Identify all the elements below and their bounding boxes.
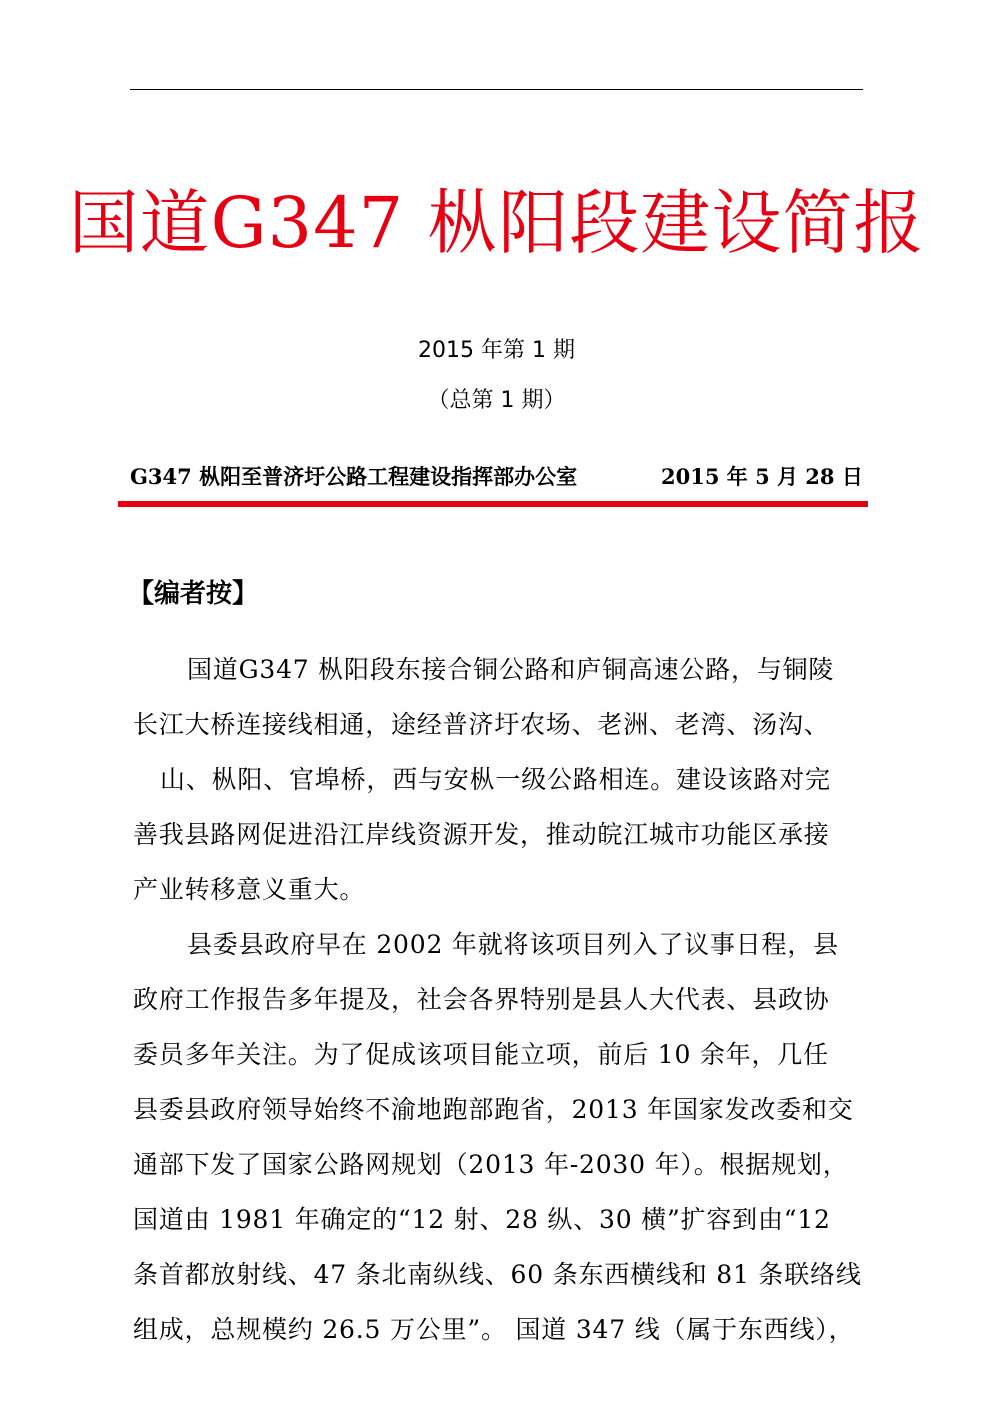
paragraph-line: 条首都放射线、47 条北南纵线、60 条东西横线和 81 条联络线	[133, 1260, 862, 1289]
paragraph-line: 县委县政府领导始终不渝地跑部跑省，2013 年国家发改委和交	[133, 1095, 854, 1124]
paragraph-line: 通部下发了国家公路网规划（2013 年-2030 年）。根据规划，	[133, 1150, 849, 1179]
paragraph-line: 山、枞阳、官埠桥，西与安枞一级公路相连。建设该路对完	[160, 765, 831, 794]
paragraph-line: 善我县路网促进沿江岸线资源开发，推动皖江城市功能区承接	[133, 820, 830, 849]
header-rule	[130, 89, 863, 90]
masthead-title: 国道G347 枞阳段建设简报	[68, 182, 925, 264]
paragraph-line: 长江大桥连接线相通，途经普济圩农场、老洲、老湾、汤沟、	[133, 710, 830, 739]
paragraph-line: 县委县政府早在 2002 年就将该项目列入了议事日程，县	[187, 930, 839, 959]
paragraph-line: 委员多年关注。为了促成该项目能立项，前后 10 余年，几任	[133, 1040, 829, 1069]
issue-total: （总第 1 期）	[427, 388, 566, 413]
paragraph-line: 国道G347 枞阳段东接合铜公路和庐铜高速公路，与铜陵	[187, 655, 835, 684]
issue-number: 2015 年第 1 期	[418, 338, 575, 363]
paragraph-line: 组成，总规模约 26.5 万公里”。 国道 347 线（属于东西线），	[133, 1315, 855, 1344]
editor-note-heading: 【编者按】	[128, 579, 259, 609]
red-divider	[118, 501, 868, 507]
issuing-office: G347 枞阳至普济圩公路工程建设指挥部办公室	[130, 464, 578, 489]
issue-date: 2015 年 5 月 28 日	[661, 464, 863, 489]
paragraph-line: 产业转移意义重大。	[133, 875, 366, 904]
paragraph-line: 国道由 1981 年确定的“12 射、28 纵、30 横”扩容到由“12	[133, 1205, 831, 1234]
paragraph-line: 政府工作报告多年提及，社会各界特别是县人大代表、县政协	[133, 985, 830, 1014]
